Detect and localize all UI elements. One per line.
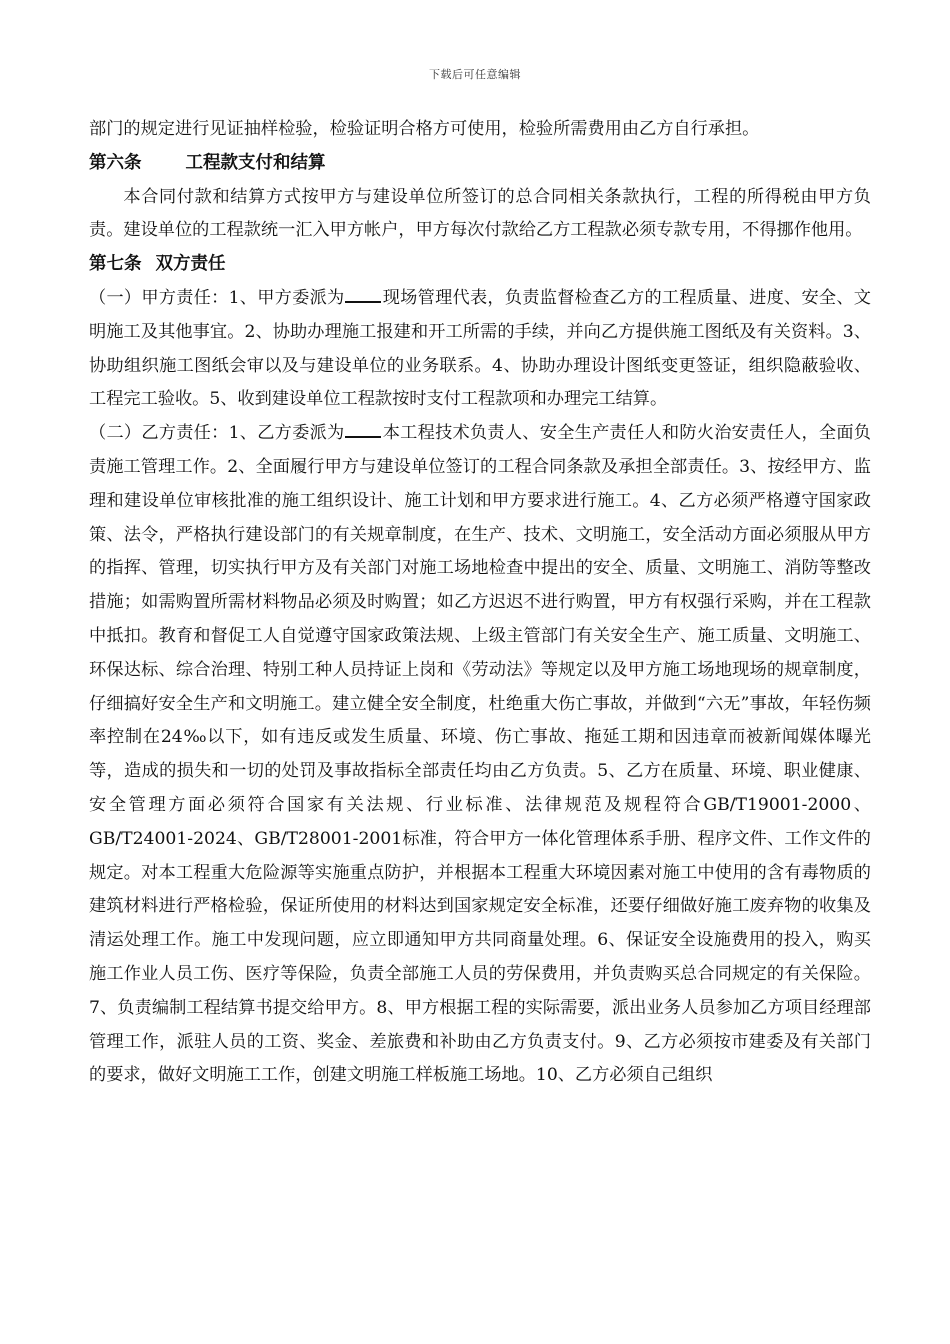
document-body <box>89 113 871 1093</box>
party-b-responsibility <box>89 417 871 1093</box>
party-a-blank-field <box>345 287 381 303</box>
article-7-heading <box>89 248 871 282</box>
article-7-number: 第七条 <box>89 254 142 275</box>
article-6-number: 第六条 <box>89 152 142 173</box>
party-a-responsibility <box>89 282 871 417</box>
paragraph-continuation: 部门的规定进行见证抽样检验，检验证明合格方可使用，检验所需费用由乙方自行承担。 <box>89 119 760 139</box>
party-b-blank-field <box>345 422 381 438</box>
article-6-heading <box>89 147 871 181</box>
article-6-text: 本合同付款和结算方式按甲方与建设单位所签订的总合同相关条款执行，工程的所得税由甲方负责。建设单位的工程款统一汇入甲方帐户，甲方每次付款给乙方工程款必须专款专用，不得挪作他用。 <box>89 186 871 241</box>
party-a-text-rest: 现场管理代表，负责监督检查乙方的工程质量、进度、安全、文明施工及其他事宜。2、协助办理施工报建和开工所需的手续，并向乙方提供施工图纸及有关资料。3、协助组织施工图纸会审以及与建设单位的业务联系。4、协助办理设计图纸变更签证，组织隐蔽验收、工程完工验收。5、收到建设单位工程款按时支付工程款项和办理完工结算。 <box>89 287 871 410</box>
header-note: 下载后可任意编辑 <box>429 68 521 81</box>
article-7-title: 双方责任 <box>155 254 226 275</box>
article-6-title: 工程款支付和结算 <box>185 152 326 173</box>
party-b-text-start: （二）乙方责任：1、乙方委派为 <box>89 423 345 444</box>
party-b-text-rest: 本工程技术负责人、安全生产责任人和防火治安责任人，全面负责施工管理工作。2、全面履行甲方与建设单位签订的工程合同条款及承担全部责任。3、按经甲方、监理和建设单位审核批准的施工组织设计、施工计划和甲方要求进行施工。4、乙方必须严格遵守国家政策、法令，严格执行建设部门的有关规章制度，在生产、技术、文明施工，安全活动方面必须服从甲方的指挥、管理，切实执行甲方及有关部门对施工场地检查中提出的安全、质量、文明施工、消防等整改措施；如需购置所需材料物品必须及时购置；如乙方迟迟不进行购置，甲方有权强行采购，并在工程款中抵扣。教育和督促工人自觉遵守国家政策法规、上级主管部门有关安全生产、施工质量、文明施工、环保达标、综合治理、特别工种人员持证上岗和《劳动法》等规定以及甲方施工场地现场的规章制度，仔细搞好安全生产和文明施工。建立健全安全制度，杜绝重大伤亡事故，并做到“六无”事故，年轻伤频率控制在24‰以下，如有违反或发生质量、环境、伤亡事故、拖延工期和因违章而被新闻媒体曝光等，造成的损失和一切的处罚及事故指标全部责任均由乙方负责。5、乙方在质量、环境、职业健康、安全管理方面必须符合国家有关法规、行业标准、法律规范及规程符合GB/T19001-2000、GB/T24001-2024、GB/T28001-2001标准，符合甲方一体化管理体系手册、程序文件、工作文件的规定。对本工程重大危险源等实施重点防护，并根据本工程重大环境因素对施工中使用的含有毒物质的建筑材料进行严格检验，保证所使用的材料达到国家规定安全标准，还要仔细做好施工废弃物的收集及清运处理工作。施工中发现问题，应立即通知甲方共同商量处理。6、保证安全设施费用的投入，购买施工作业人员工伤、医疗等保险，负责全部施工人员的劳保费用，并负责购买总合同规定的有关保险。7、负责编制工程结算书提交给甲方。8、甲方根据工程的实际需要，派出业务人员参加乙方项目经理部管理工作，派驻人员的工资、奖金、差旅费和补助由乙方负责支付。9、乙方必须按市建委及有关部门的要求，做好文明施工工作，创建文明施工样板施工场地。10、乙方必须自己组织 <box>89 423 871 1086</box>
party-a-text-start: （一）甲方责任：1、甲方委派为 <box>89 287 345 308</box>
